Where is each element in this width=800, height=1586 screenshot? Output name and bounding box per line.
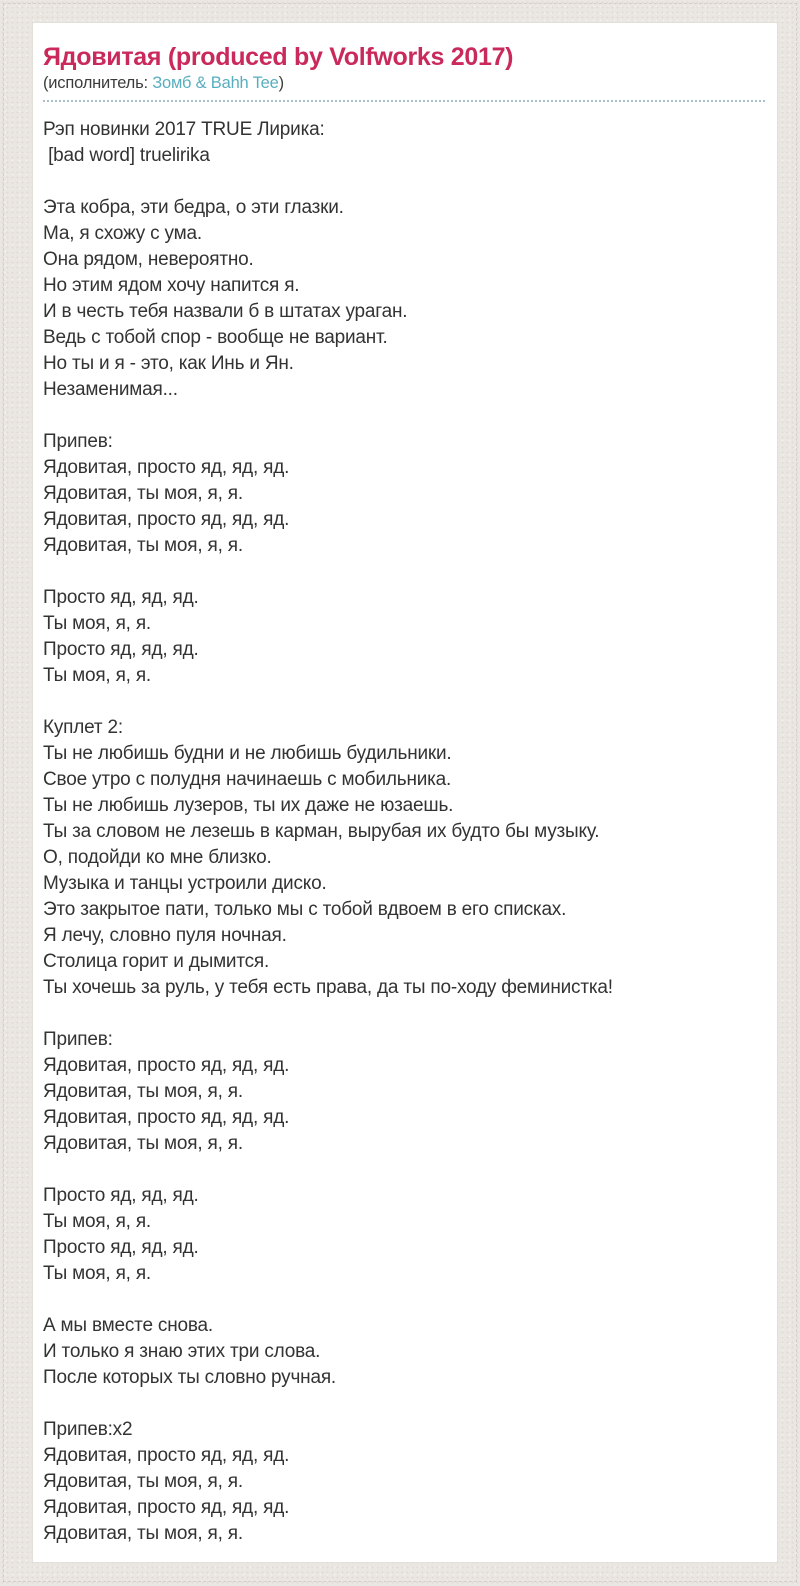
song-header <box>43 44 765 102</box>
lyric-line: Свое утро с полудня начинаешь с мобильника. <box>43 769 452 790</box>
lyric-line <box>43 403 765 429</box>
song-title: Ядовитая (produced by Volfworks 2017) <box>43 43 514 71</box>
lyric-line: Ты хочешь за руль, у тебя есть права, да ты по-ходу феминистка! <box>43 977 613 998</box>
lyric-line: Но ты и я - это, как Инь и Ян. <box>43 353 294 374</box>
lyric-line: Ядовитая, просто яд, яд, яд. <box>43 457 290 478</box>
lyric-line: Ты моя, я, я. <box>43 1211 151 1232</box>
lyric-line <box>43 559 765 585</box>
lyric-line <box>43 1157 765 1183</box>
lyric-line: Ма, я схожу с ума. <box>43 223 202 244</box>
lyric-line: Ядовитая, ты моя, я, я. <box>43 535 243 556</box>
lyric-line: Припев:x2 <box>43 1419 133 1440</box>
lyric-line: Куплет 2: <box>43 717 123 738</box>
lyric-line: Она рядом, невероятно. <box>43 249 254 270</box>
lyric-line: И в честь тебя назвали б в штатах ураган. <box>43 301 408 322</box>
lyric-line: Ядовитая, ты моя, я, я. <box>43 1133 243 1154</box>
lyric-line: Ты не любишь лузеров, ты их даже не юзаешь. <box>43 795 454 816</box>
lyric-line: После которых ты словно ручная. <box>43 1367 337 1388</box>
lyric-line: Просто яд, яд, яд. <box>43 639 199 660</box>
lyric-line: Ядовитая, просто яд, яд, яд. <box>43 1445 290 1466</box>
lyric-line: Припев: <box>43 431 113 452</box>
lyrics-card <box>32 22 778 1563</box>
lyric-line <box>43 1001 765 1027</box>
lyric-line <box>43 1391 765 1417</box>
lyric-line: Ты за словом не лезешь в карман, вырубая их будто бы музыку. <box>43 821 600 842</box>
lyric-line: Эта кобра, эти бедра, о эти глазки. <box>43 197 344 218</box>
lyric-line: Просто яд, яд, яд. <box>43 587 199 608</box>
lyric-line: Ядовитая, ты моя, я, я. <box>43 1471 243 1492</box>
lyric-line: Ядовитая, просто яд, яд, яд. <box>43 1497 290 1518</box>
lyric-line: Я лечу, словно пуля ночная. <box>43 925 287 946</box>
artist-label: (исполнитель: <box>43 74 153 92</box>
lyric-line: Незаменимая... <box>43 379 178 400</box>
lyric-line: Ты не любишь будни и не любишь будильники. <box>43 743 452 764</box>
artist-line-close-paren: ) <box>278 74 284 92</box>
lyric-line: [bad word] truelirika <box>43 145 210 166</box>
lyrics-text <box>43 117 765 1547</box>
lyric-line: Ты моя, я, я. <box>43 665 151 686</box>
lyric-line: Ядовитая, ты моя, я, я. <box>43 483 243 504</box>
lyric-line <box>43 169 765 195</box>
lyric-line: Но этим ядом хочу напится я. <box>43 275 300 296</box>
lyric-line: Музыка и танцы устроили диско. <box>43 873 327 894</box>
artist-link[interactable]: Зомб & Bahh Tee <box>152 74 279 92</box>
lyric-line: Ядовитая, просто яд, яд, яд. <box>43 1055 290 1076</box>
lyric-line: Это закрытое пати, только мы с тобой вдвоем в его списках. <box>43 899 567 920</box>
artist-line <box>43 74 765 93</box>
lyric-line: Просто яд, яд, яд. <box>43 1237 199 1258</box>
lyric-line: Ты моя, я, я. <box>43 613 151 634</box>
lyric-line: Ядовитая, просто яд, яд, яд. <box>43 1107 290 1128</box>
lyric-line: Ядовитая, просто яд, яд, яд. <box>43 509 290 530</box>
lyric-line: Ты моя, я, я. <box>43 1263 151 1284</box>
lyric-line: А мы вместе снова. <box>43 1315 213 1336</box>
lyric-line: И только я знаю этих три слова. <box>43 1341 321 1362</box>
lyric-line: Просто яд, яд, яд. <box>43 1185 199 1206</box>
lyric-line: Ядовитая, ты моя, я, я. <box>43 1081 243 1102</box>
lyric-line <box>43 689 765 715</box>
lyric-line <box>43 1287 765 1313</box>
lyric-line: Ведь с тобой спор - вообще не вариант. <box>43 327 388 348</box>
lyric-line: Рэп новинки 2017 TRUE Лирика: <box>43 119 325 140</box>
lyric-line: Столица горит и дымится. <box>43 951 270 972</box>
lyric-line: О, подойди ко мне близко. <box>43 847 272 868</box>
lyric-line: Припев: <box>43 1029 113 1050</box>
lyric-line: Ядовитая, ты моя, я, я. <box>43 1523 243 1544</box>
